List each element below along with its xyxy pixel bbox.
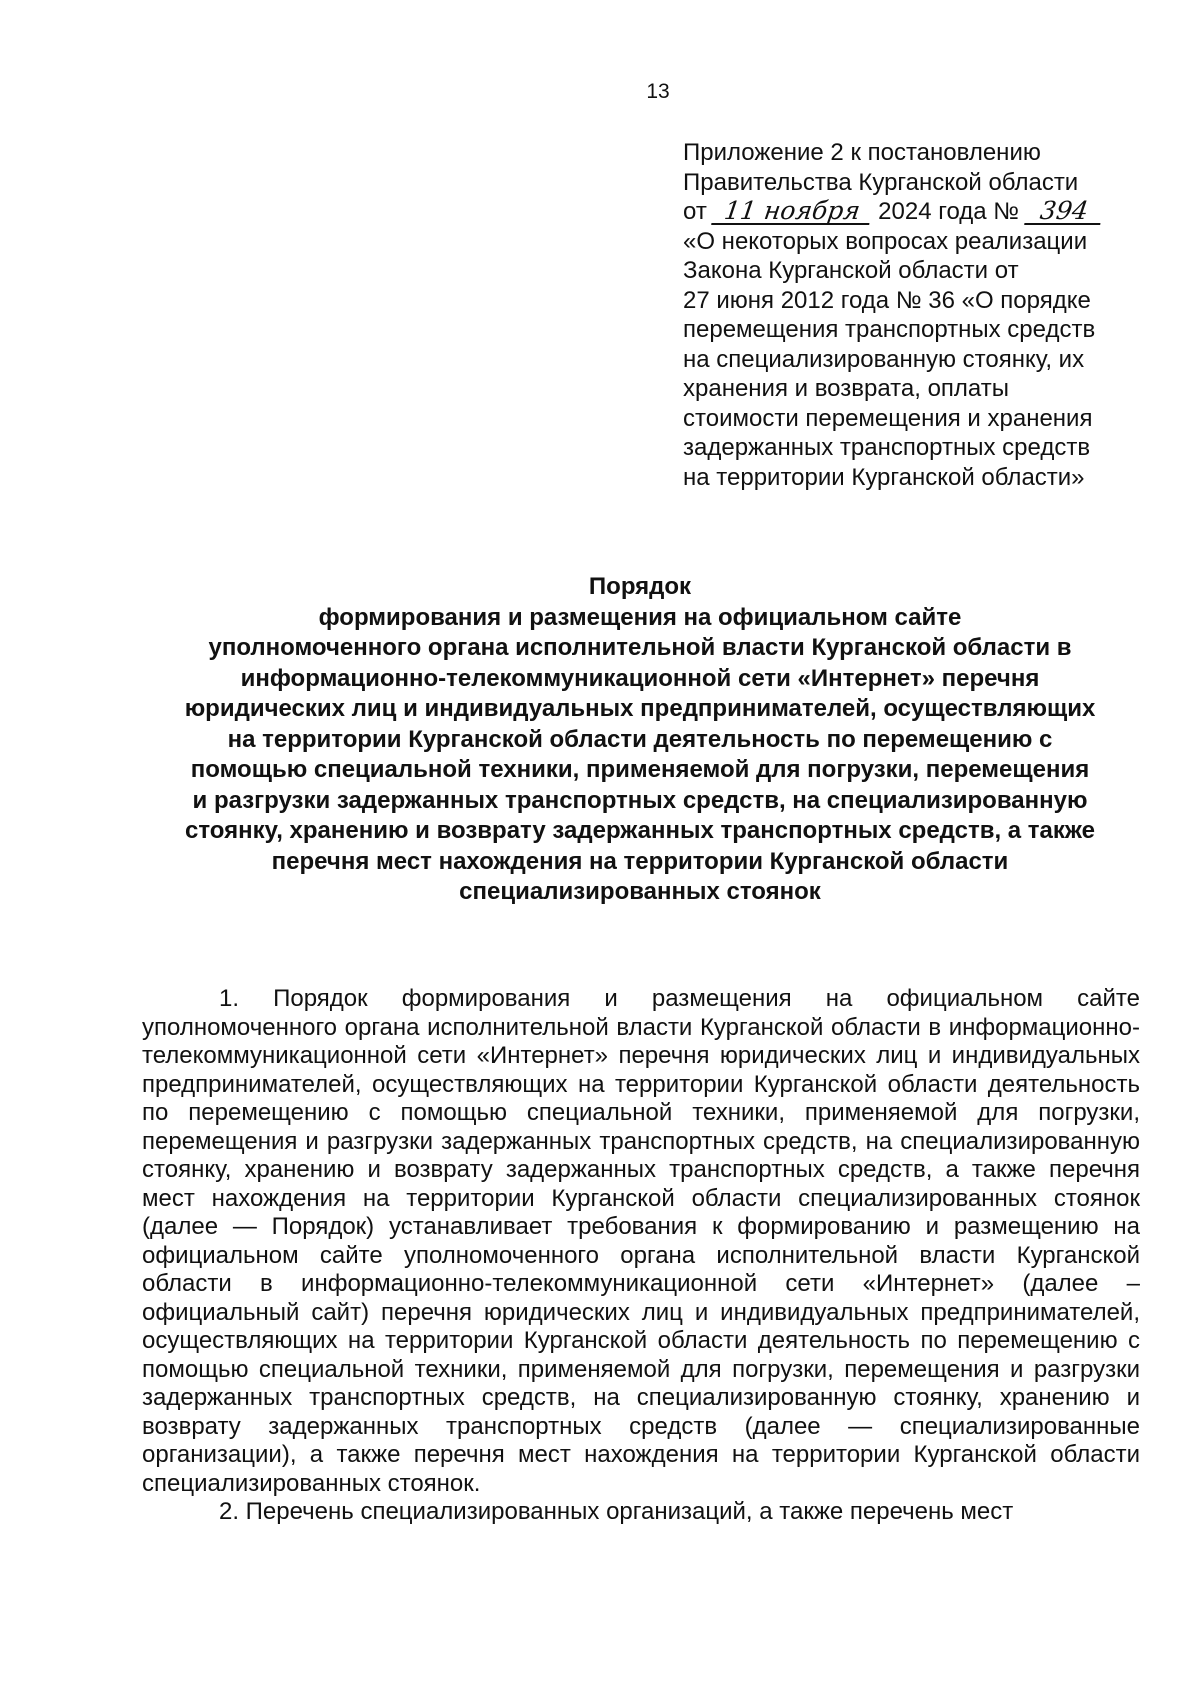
- title-line: формирования и размещения на официальном сайте: [318, 603, 962, 631]
- appendix-line: на специализированную стоянку, их: [683, 345, 1085, 373]
- appendix-date-line: [683, 197, 1143, 227]
- title-line: уполномоченного органа исполнительной власти Курганской области в: [208, 634, 1072, 661]
- appendix-line: «О некоторых вопросах реализации: [683, 227, 1088, 255]
- title-line: специализированных стоянок: [459, 878, 821, 905]
- appendix-line: перемещения транспортных средств: [683, 316, 1096, 343]
- title-line: перечня мест нахождения на территории Курганской области: [271, 847, 1009, 875]
- paragraph-2: 2. Перечень специализированных организаций, а также перечень мест: [219, 1498, 1014, 1525]
- title-line: информационно-телекоммуникационной сети «Интернет» перечня: [240, 664, 1040, 692]
- paragraph-1: 1. Порядок формирования и размещения на официальном сайте уполномоченного органа исполнительной власти Курганской области в информационно-телекоммуникационной сети «Интернет» перечня юридических лиц и индивидуальных предпринимателей, осуществляющих на территории Курганской области деятельность по перемещению с помощью специальной техники, применяемой для погрузки, перемещения и разгрузки задержанных транспортных средств, на специализированную стоянку, хранению и возврату задержанных транспортных средств, а также перечня мест нахождения на территории Курганской области специализированных стоянок (далее — Порядок) устанавливает требования к формированию и размещению на официальном сайте уполномоченного органа исполнительной власти Курганской области в информационно-телекоммуникационной сети «Интернет» (далее – официальный сайт) перечня юридических лиц и индивидуальных предпринимателей, осуществляющих на территории Курганской области деятельность по перемещению с помощью специальной техники, применяемой для погрузки, перемещения и разгрузки задержанных транспортных средств, на специализированную стоянку, хранению и возврату задержанных транспортных средств (далее — специализированные организации), а также перечня мест нахождения на территории Курганской области специализированных стоянок.: [142, 985, 1140, 1497]
- document-title: [140, 572, 1140, 908]
- title-line: стоянку, хранению и возврату задержанных транспортных средств, а также: [185, 817, 1095, 844]
- appendix-line: 27 июня 2012 года № 36 «О порядке: [683, 286, 1091, 314]
- date-prefix: от: [683, 198, 707, 225]
- appendix-header: [683, 138, 1143, 492]
- appendix-line: задержанных транспортных средств: [683, 434, 1091, 461]
- document-body: [142, 985, 1140, 1527]
- page-number: 13: [646, 80, 670, 103]
- year-text: 2024 года №: [878, 198, 1020, 225]
- appendix-line: Правительства Курганской области: [683, 168, 1079, 196]
- handwritten-date: 11 ноября: [712, 199, 874, 225]
- title-line: и разгрузки задержанных транспортных средств, на специализированную: [192, 786, 1088, 814]
- appendix-line: стоимости перемещения и хранения: [683, 404, 1093, 432]
- appendix-line: на территории Курганской области»: [683, 463, 1085, 491]
- title-line: юридических лиц и индивидуальных предпринимателей, осуществляющих: [184, 695, 1096, 722]
- handwritten-number: 394: [1024, 199, 1104, 225]
- appendix-line: Приложение 2 к постановлению: [683, 139, 1041, 166]
- title-line: на территории Курганской области деятельность по перемещению с: [227, 725, 1053, 753]
- appendix-line: Закона Курганской области от: [683, 257, 1019, 284]
- title-line: помощью специальной техники, применяемой для погрузки, перемещения: [190, 756, 1090, 783]
- appendix-line: хранения и возврата, оплаты: [683, 375, 1009, 402]
- title-heading: Порядок: [588, 573, 692, 600]
